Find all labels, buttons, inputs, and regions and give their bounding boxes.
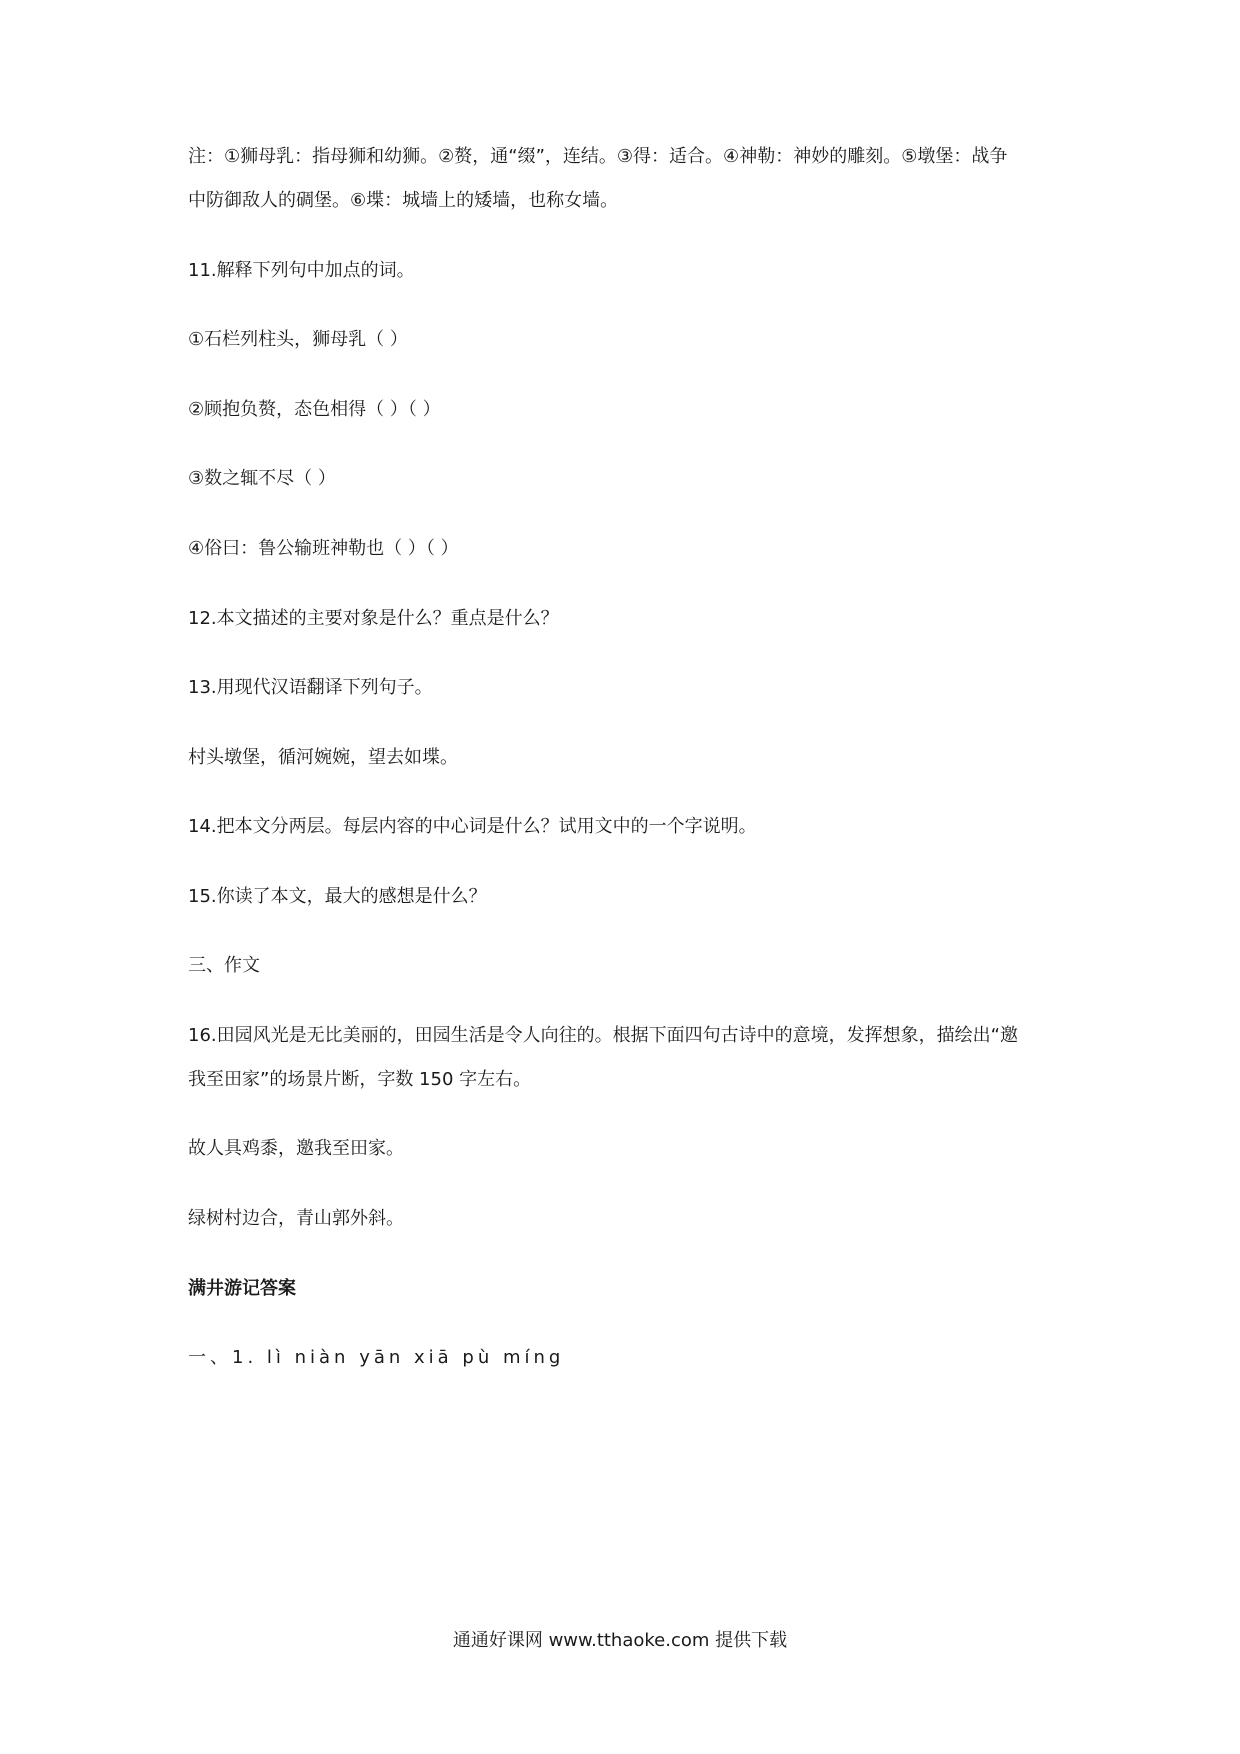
- answers-line-1: 一、1. lì niàn yān xiā pù míng: [188, 1347, 565, 1368]
- question-11-item-4: ④俗曰：鲁公输班神勒也（ ）（ ）: [188, 538, 459, 559]
- question-13-sentence: 村头墩堡，循河婉婉，望去如堞。: [188, 747, 458, 768]
- poem-line-2: 绿树村边合，青山郭外斜。: [188, 1208, 404, 1229]
- note-line-2: 中防御敌人的碉堡。⑥堞：城墙上的矮墙，也称女墙。: [188, 190, 619, 211]
- question-16-line-1: 16.田园风光是无比美丽的，田园生活是令人向往的。根据下面四句古诗中的意境，发挥想象，描绘出“邀: [188, 1025, 1018, 1046]
- question-11-item-3: ③数之辄不尽（ ）: [188, 468, 336, 489]
- question-11-item-1: ①石栏列柱头，狮母乳（ ）: [188, 329, 408, 350]
- question-14: 14.把本文分两层。每层内容的中心词是什么？试用文中的一个字说明。: [188, 816, 757, 837]
- question-16-line-2: 我至田家”的场景片断，字数 150 字左右。: [188, 1069, 532, 1090]
- question-11-item-2: ②顾抱负赘，态色相得（ ）（ ）: [188, 399, 441, 420]
- answers-heading: 满井游记答案: [188, 1278, 296, 1299]
- section-heading-composition: 三、作文: [188, 955, 260, 976]
- question-13: 13.用现代汉语翻译下列句子。: [188, 677, 433, 698]
- question-12: 12.本文描述的主要对象是什么？重点是什么？: [188, 608, 559, 629]
- question-11: 11.解释下列句中加点的词。: [188, 260, 415, 281]
- poem-line-1: 故人具鸡黍，邀我至田家。: [188, 1138, 404, 1159]
- note-line-1: 注：①狮母乳：指母狮和幼狮。②赘，通“缀”，连结。③得：适合。④神勒：神妙的雕刻。⑤墩堡：战争: [188, 146, 1008, 167]
- question-15: 15.你读了本文，最大的感想是什么？: [188, 886, 487, 907]
- page-footer: 通通好课网 www.tthaoke.com 提供下载: [452, 1630, 788, 1651]
